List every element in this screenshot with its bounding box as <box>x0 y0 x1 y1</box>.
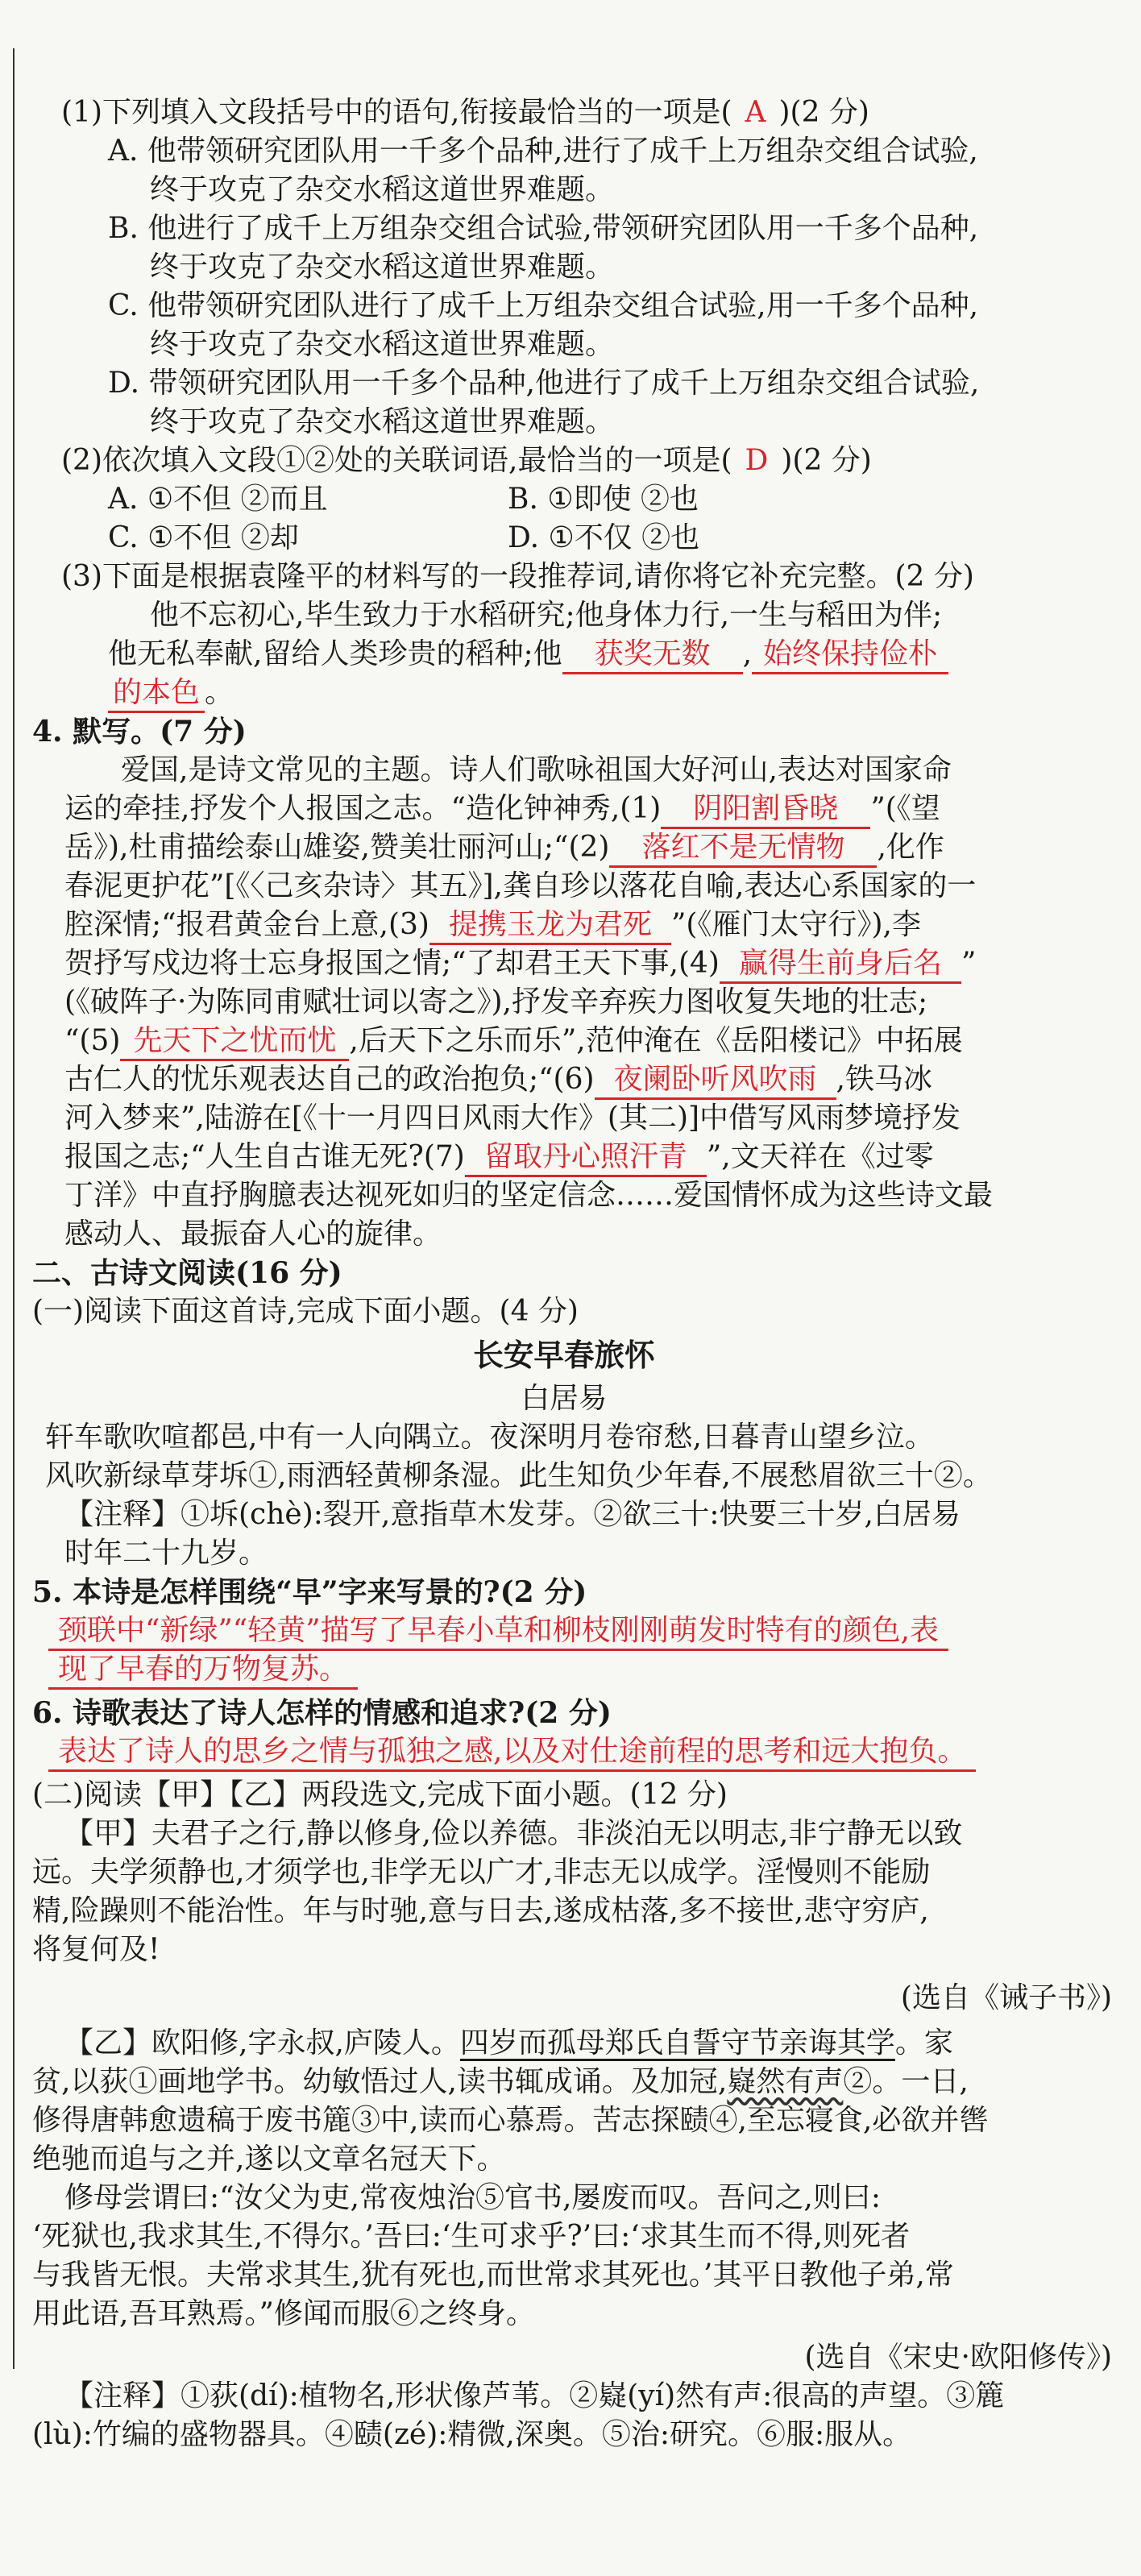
yi-line-8: 用此语,吾耳熟焉。”修闻而服⑥之终身。 <box>32 2297 535 2330</box>
q5-answer-line-2 <box>48 1652 358 1690</box>
q5-answer-2: 现了早春的万物复苏。 <box>48 1652 358 1690</box>
q4-para-1: 爱国,是诗文常见的主题。诗人们歌咏祖国大好河山,表达对国家命 <box>121 753 952 786</box>
q6-stem: 6. 诗歌表达了诗人怎样的情感和追求?(2 分) <box>32 1696 612 1730</box>
yi-line-7: 与我皆无恨。夫常求其生,犹有死也,而世常求其死也。’其平日教他子弟,常 <box>32 2259 954 2292</box>
q3-1-option-a: A. 他带领研究团队用一千多个品种,进行了成千上万组杂交组合试验, <box>108 135 978 168</box>
yi-source: (选自《宋史·欧阳修传》) <box>804 2341 1112 2374</box>
q4-para-12: 丁洋》中直抒胸臆表达视死如归的坚定信念……爱国情怀成为这些诗文最 <box>64 1179 994 1212</box>
jia-line-4: 将复何及! <box>32 1933 160 1966</box>
yi-underlined-sentence: 四岁而孤母郑氏自誓守节亲诲其学 <box>459 2026 895 2060</box>
q4-answer-6: 夜阑卧听风吹雨 <box>595 1062 836 1100</box>
margin-rule <box>13 48 15 2369</box>
yi-line-6: ‘死狱也,我求其生,不得尔。’吾曰:‘生可求乎?’曰:‘求其生而不得,则死者 <box>32 2220 911 2253</box>
q4-answer-5: 先天下之忧而忧 <box>120 1023 349 1061</box>
section-2-title: 二、古诗文阅读(16 分) <box>32 1256 342 1290</box>
jia-line-3: 精,险躁则不能治性。年与时驰,意与日去,遂成枯落,多不接世,悲守穷庐, <box>32 1894 929 1927</box>
q3-3-text-1: 他不忘初心,毕生致力于水稻研究;他身体力行,一生与稻田为伴; <box>150 599 943 632</box>
q3-3-text-2: 他无私奉献,留给人类珍贵的稻种;他 获奖无数 , 始终保持俭朴 <box>108 637 948 674</box>
poem-title: 长安早春旅怀 <box>473 1337 655 1373</box>
q3-3-answer-2-cont: 的本色 <box>108 675 205 713</box>
q4-answer-4: 赢得生前身后名 <box>720 946 961 984</box>
q5-answer-line-1 <box>48 1613 948 1651</box>
poem-note-2: 时年二十九岁。 <box>64 1537 268 1570</box>
q4-para-3: 岳》),杜甫描绘泰山雄姿,赞美壮丽河山;“(2) 落红不是无情物 ,化作 <box>64 830 944 868</box>
q3-1-option-d: D. 带领研究团队用一千多个品种,他进行了成千上万组杂交组合试验, <box>108 367 980 400</box>
q3-1-stem: (1)下列填入文段括号中的语句,衔接最恰当的一项是( A )(2 分) <box>61 96 869 129</box>
poem-line-2: 风吹新绿草芽坼①,雨洒轻黄柳条湿。此生知负少年春,不展愁眉欲三十②。 <box>45 1459 992 1492</box>
q5-answer-1: 颈联中“新绿”“轻黄”描写了早春小草和柳枝刚刚萌发时特有的颜色,表 <box>48 1613 948 1651</box>
yi-note-1: 【注释】①荻(dí):植物名,形状像芦苇。②嶷(yí)然有声:很高的声望。③簏 <box>64 2379 1005 2412</box>
q4-answer-3: 提携玉龙为君死 <box>429 907 671 945</box>
q4-para-4: 春泥更护花”[《〈己亥杂诗〉其五》],龚自珍以落花自喻,表达心系国家的一 <box>64 869 977 902</box>
q4-answer-2: 落红不是无情物 <box>609 830 877 868</box>
q4-answer-7: 留取丹心照汗青 <box>465 1139 707 1177</box>
q3-1-option-b-cont: 终于攻克了杂交水稻这道世界难题。 <box>150 251 615 284</box>
q4-answer-1: 阴阳割昏晓 <box>661 791 870 829</box>
q3-1-option-c-cont: 终于攻克了杂交水稻这道世界难题。 <box>150 328 615 361</box>
section-2-part-2: (二)阅读【甲】【乙】两段选文,完成下面小题。(12 分) <box>32 1778 728 1811</box>
jia-line-2: 远。夫学须静也,才须学也,非学无以广才,非志无以成学。淫慢则不能励 <box>32 1856 931 1889</box>
q3-3-stem: (3)下面是根据袁隆平的材料写的一段推荐词,请你将它补充完整。(2 分) <box>61 560 974 593</box>
q3-3-text-3: 的本色 。 <box>108 675 234 713</box>
q4-para-10: 河入梦来”,陆游在[《十一月四日风雨大作》(其二)]中借写风雨梦境抒发 <box>64 1101 961 1135</box>
q4-para-13: 感动人、最振奋人心的旋律。 <box>64 1217 442 1251</box>
q3-3-answer-2: 始终保持俭朴 <box>752 637 948 674</box>
q3-2-option-a: A. ①不但 ②而且 <box>108 483 328 516</box>
yi-line-5: 修母尝谓曰:“汝父为吏,常夜烛治⑤官书,屡废而叹。吾问之,则曰: <box>64 2181 881 2214</box>
q5-stem: 5. 本诗是怎样围绕“早”字来写景的?(2 分) <box>32 1575 587 1609</box>
q3-2-option-d: D. ①不仅 ②也 <box>508 521 700 554</box>
q4-para-5: 腔深情;“报君黄金台上意,(3) 提携玉龙为君死 ”(《雁门太守行》),李 <box>64 907 921 945</box>
q3-2-option-b: B. ①即使 ②也 <box>508 483 699 516</box>
poem-note-1: 【注释】①坼(chè):裂开,意指草木发芽。②欲三十:快要三十岁,白居易 <box>64 1498 961 1531</box>
q3-1-answer: A <box>745 96 766 129</box>
q3-1-option-a-cont: 终于攻克了杂交水稻这道世界难题。 <box>150 173 615 206</box>
q3-2-stem: (2)依次填入文段①②处的关联词语,最恰当的一项是( D )(2 分) <box>61 444 872 477</box>
q3-2-option-c: C. ①不但 ②却 <box>108 521 299 554</box>
q3-3-answer-1: 获奖无数 <box>562 637 743 674</box>
poem-line-1: 轩车歌吹喧都邑,中有一人向隅立。夜深明月卷帘愁,日暮青山望乡泣。 <box>45 1421 934 1454</box>
yi-note-2: (lù):竹编的盛物器具。④赜(zé):精微,深奥。⑤治:研究。⑥服:服从。 <box>32 2418 912 2451</box>
q4-title: 4. 默写。(7 分) <box>32 715 247 749</box>
q3-1-option-c: C. 他带领研究团队进行了成千上万组杂交组合试验,用一千多个品种, <box>108 289 979 322</box>
q3-1-option-d-cont: 终于攻克了杂交水稻这道世界难题。 <box>150 405 615 438</box>
q4-para-9: 古仁人的忧乐观表达自己的政治抱负;“(6) 夜阑卧听风吹雨 ,铁马冰 <box>64 1062 932 1100</box>
jia-source: (选自《诫子书》) <box>900 1981 1112 2014</box>
q4-para-2: 运的牵挂,抒发个人报国之志。“造化钟神秀,(1) 阴阳割昏晓 ”(《望 <box>64 791 940 829</box>
q6-answer-line <box>48 1734 976 1772</box>
q6-answer: 表达了诗人的思乡之情与孤独之感,以及对仕途前程的思考和远大抱负。 <box>48 1734 976 1772</box>
q3-1-option-b: B. 他进行了成千上万组杂交组合试验,带领研究团队用一千多个品种, <box>108 212 979 245</box>
jia-line-1: 【甲】夫君子之行,静以修身,俭以养德。非淡泊无以明志,非宁静无以致 <box>64 1817 963 1850</box>
yi-line-1: 【乙】欧阳修,字永叔,庐陵人。四岁而孤母郑氏自誓守节亲诲其学。家 <box>64 2026 953 2060</box>
q4-para-7: (《破阵子·为陈同甫赋壮词以寄之》),抒发辛弃疾力图收复失地的壮志; <box>64 985 928 1018</box>
yi-line-3: 修得唐韩愈遗稿于废书簏③中,读而心慕焉。苦志探赜④,至忘寝食,必欲并辔 <box>32 2104 989 2137</box>
yi-line-4: 绝驰而追与之并,遂以文章名冠天下。 <box>32 2143 506 2176</box>
q3-2-answer: D <box>745 444 769 477</box>
q4-para-11: 报国之志;“人生自古谁无死?(7) 留取丹心照汗青 ”,文天祥在《过零 <box>64 1139 934 1177</box>
yi-line-2: 贫,以荻①画地学书。幼敏悟过人,读书辄成诵。及加冠,嶷然有声②。一日, <box>32 2065 969 2098</box>
q4-para-8: “(5) 先天下之忧而忧 ,后天下之乐而乐”,范仲淹在《岳阳楼记》中拓展 <box>64 1023 963 1061</box>
yi-wavy-phrase: 嶷然有声 <box>727 2065 844 2098</box>
section-2-part-1: (一)阅读下面这首诗,完成下面小题。(4 分) <box>32 1295 579 1328</box>
q4-para-6: 贺抒写戍边将士忘身报国之情;“了却君王天下事,(4) 赢得生前身后名 ” <box>64 946 976 984</box>
poem-author: 白居易 <box>521 1382 608 1415</box>
